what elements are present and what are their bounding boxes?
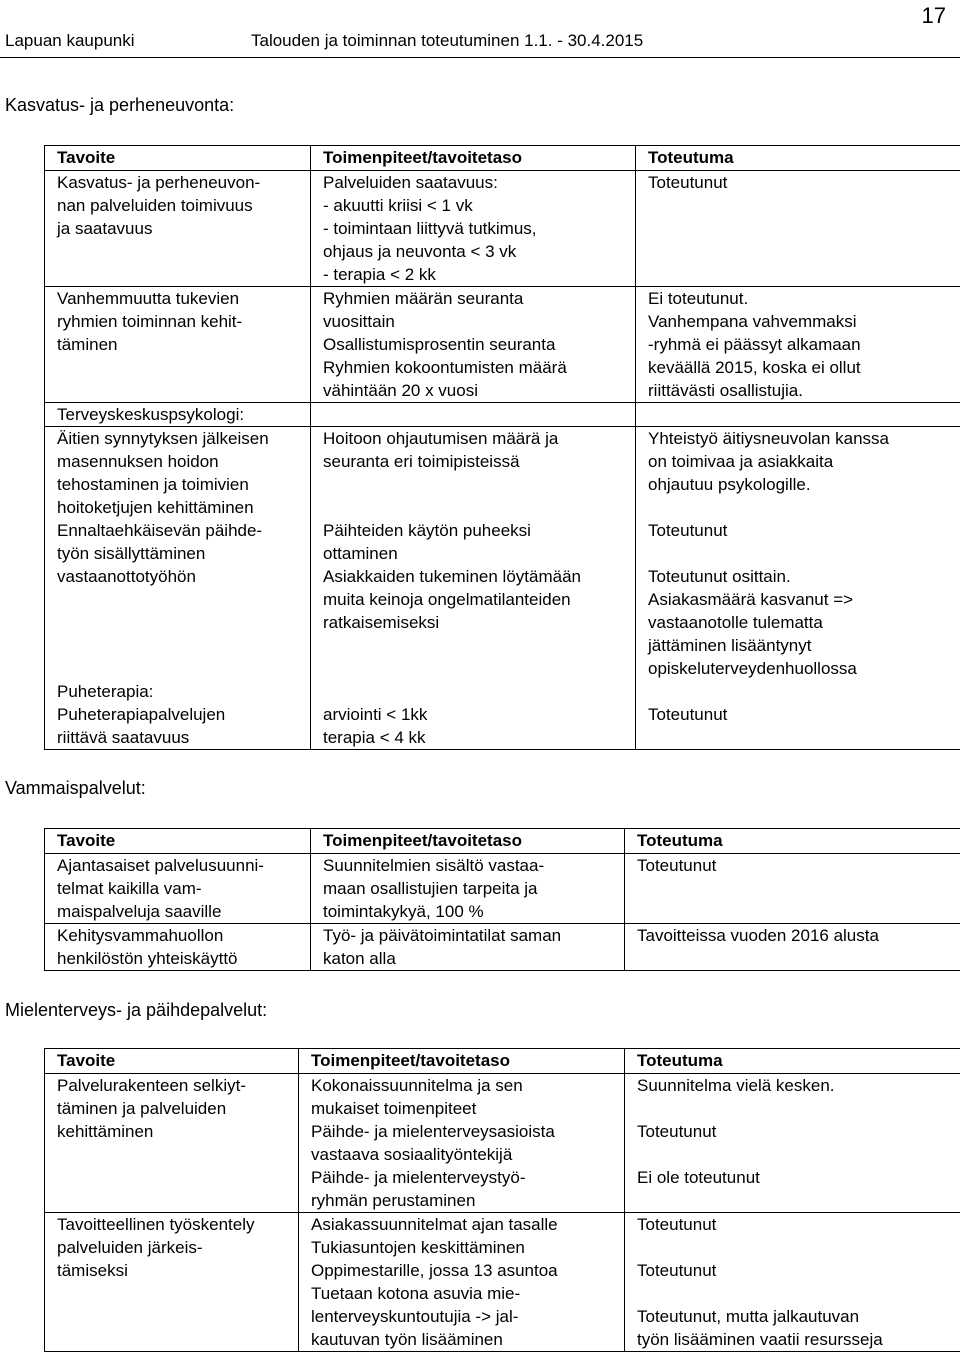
cell-line: Suunnitelma vielä kesken. bbox=[637, 1076, 835, 1095]
cell-toimenpiteet bbox=[311, 171, 636, 287]
cell-line: työn lisääminen vaatii resursseja bbox=[637, 1330, 883, 1349]
cell-tavoite bbox=[45, 287, 311, 403]
cell-line: Toteutunut bbox=[637, 1215, 717, 1234]
cell-line: Päihde- ja mielenterveysasioista bbox=[311, 1122, 555, 1141]
cell-line: lenterveyskuntoutujia -> jal- bbox=[311, 1307, 519, 1326]
header-report-title: Talouden ja toiminnan toteutuminen 1.1. - 30.4.2015 bbox=[251, 31, 644, 50]
blank-line bbox=[323, 657, 631, 680]
blank-line bbox=[57, 588, 306, 611]
column-header-tavoite: Tavoite bbox=[45, 1049, 299, 1074]
header-rule bbox=[0, 57, 960, 58]
cell-line: vähintään 20 x vuosi bbox=[323, 381, 478, 400]
cell-line: vastaanottotyöhön bbox=[57, 567, 196, 586]
cell-line: hoitoketjujen kehittäminen bbox=[57, 498, 254, 517]
cell-line: mukaiset toimenpiteet bbox=[311, 1099, 477, 1118]
cell-line: Hoitoon ohjautumisen määrä ja bbox=[323, 429, 559, 448]
cell-line: Päihde- ja mielenterveystyö- bbox=[311, 1168, 526, 1187]
cell-line: - terapia < 2 kk bbox=[323, 265, 436, 284]
cell-line: Puheterapiapalvelujen bbox=[57, 705, 226, 724]
cell-line: arviointi < 1kk bbox=[323, 705, 428, 724]
cell-toimenpiteet bbox=[311, 403, 636, 427]
cell-line: ryhmän perustaminen bbox=[311, 1191, 476, 1210]
cell-line: Ryhmien kokoontumisten määrä bbox=[323, 358, 567, 377]
table-row bbox=[45, 854, 960, 924]
cell-line: riittävästi osallistujia. bbox=[648, 381, 803, 400]
blank-line bbox=[648, 542, 960, 565]
blank-line bbox=[323, 473, 631, 496]
cell-line: Kehitysvammahuollon bbox=[57, 926, 224, 945]
cell-line: ja saatavuus bbox=[57, 219, 153, 238]
cell-line: jättäminen lisääntynyt bbox=[648, 636, 812, 655]
cell-line: Tavoitteissa vuoden 2016 alusta bbox=[637, 926, 879, 945]
cell-line: Ennaltaehkäisevän päihde- bbox=[57, 521, 263, 540]
section-title: Mielenterveys- ja päihdepalvelut: bbox=[5, 1000, 268, 1020]
cell-toteutuma bbox=[625, 854, 960, 924]
cell-toimenpiteet bbox=[311, 854, 625, 924]
cell-line: Ryhmien määrän seuranta bbox=[323, 289, 524, 308]
cell-toimenpiteet bbox=[311, 924, 625, 971]
table-header-row bbox=[45, 829, 960, 854]
cell-line: Kasvatus- ja perheneuvon- bbox=[57, 173, 261, 192]
column-header-toimenpiteet: Toimenpiteet/tavoitetaso bbox=[311, 146, 636, 171]
blank-line bbox=[323, 680, 631, 703]
cell-tavoite bbox=[45, 403, 311, 427]
cell-line: Toteutunut, mutta jalkautuvan bbox=[637, 1307, 860, 1326]
cell-line: Tavoitteellinen työskentely bbox=[57, 1215, 255, 1234]
blank-line bbox=[57, 634, 306, 657]
cell-line: Toteutunut osittain. bbox=[648, 567, 791, 586]
cell-line: täminen ja palveluiden bbox=[57, 1099, 227, 1118]
cell-line: Ajantasaiset palvelusuunni- bbox=[57, 856, 264, 875]
cell-line: Vanhempana vahvemmaksi bbox=[648, 312, 857, 331]
cell-line: Työ- ja päivätoimintatilat saman bbox=[323, 926, 562, 945]
blank-line bbox=[637, 1143, 960, 1166]
cell-line: toimintakykyä, 100 % bbox=[323, 902, 484, 921]
cell-line: ratkaisemiseksi bbox=[323, 613, 440, 632]
cell-tavoite bbox=[45, 171, 311, 287]
cell-line: vastaava sosiaalityöntekijä bbox=[311, 1145, 513, 1164]
cell-line: Äitien synnytyksen jälkeisen bbox=[57, 429, 269, 448]
cell-line: Tukiasuntojen keskittäminen bbox=[311, 1238, 525, 1257]
cell-toteutuma bbox=[636, 171, 960, 287]
cell-toteutuma bbox=[636, 427, 960, 750]
header-organization: Lapuan kaupunki bbox=[5, 31, 135, 50]
cell-line: Palveluiden saatavuus: bbox=[323, 173, 498, 192]
section-table bbox=[44, 828, 960, 971]
cell-line: nan palveluiden toimivuus bbox=[57, 196, 253, 215]
cell-line: maispalveluja saaville bbox=[57, 902, 222, 921]
cell-line: henkilöstön yhteiskäyttö bbox=[57, 949, 238, 968]
table-row bbox=[45, 171, 960, 287]
cell-line: Toteutunut bbox=[637, 1261, 717, 1280]
cell-line: Toteutunut bbox=[648, 705, 728, 724]
cell-line: kehittäminen bbox=[57, 1122, 154, 1141]
blank-line bbox=[637, 1282, 960, 1305]
cell-line: masennuksen hoidon bbox=[57, 452, 219, 471]
cell-line: ryhmien toiminnan kehit- bbox=[57, 312, 243, 331]
cell-tavoite bbox=[45, 1074, 299, 1213]
column-header-toimenpiteet: Toimenpiteet/tavoitetaso bbox=[311, 829, 625, 854]
cell-line: opiskeluterveydenhuollossa bbox=[648, 659, 857, 678]
column-header-toteutuma: Toteutuma bbox=[625, 1049, 960, 1074]
cell-line: Oppimestarille, jossa 13 asuntoa bbox=[311, 1261, 558, 1280]
cell-toteutuma bbox=[625, 1213, 960, 1352]
cell-line: telmat kaikilla vam- bbox=[57, 879, 202, 898]
table-row bbox=[45, 427, 960, 750]
cell-line: Suunnitelmien sisältö vastaa- bbox=[323, 856, 545, 875]
column-header-tavoite: Tavoite bbox=[45, 146, 311, 171]
cell-line: on toimivaa ja asiakkaita bbox=[648, 452, 834, 471]
blank-line bbox=[637, 1189, 960, 1212]
cell-line: Toteutunut bbox=[648, 173, 728, 192]
cell-tavoite bbox=[45, 924, 311, 971]
blank-line bbox=[648, 496, 960, 519]
cell-line: - akuutti kriisi < 1 vk bbox=[323, 196, 473, 215]
cell-line: riittävä saatavuus bbox=[57, 728, 190, 747]
cell-toteutuma bbox=[636, 403, 960, 427]
cell-toimenpiteet bbox=[311, 287, 636, 403]
blank-line bbox=[57, 611, 306, 634]
cell-line: Osallistumisprosentin seuranta bbox=[323, 335, 556, 354]
cell-line: Puheterapia: bbox=[57, 682, 154, 701]
cell-line: Palvelurakenteen selkiyt- bbox=[57, 1076, 246, 1095]
column-header-toimenpiteet: Toimenpiteet/tavoitetaso bbox=[299, 1049, 625, 1074]
cell-line: Ei toteutunut. bbox=[648, 289, 749, 308]
cell-line: Asiakkaiden tukeminen löytämään bbox=[323, 567, 581, 586]
cell-line: palveluiden järkeis- bbox=[57, 1238, 203, 1257]
cell-line: täminen bbox=[57, 335, 118, 354]
cell-line: Tuetaan kotona asuvia mie- bbox=[311, 1284, 521, 1303]
cell-toteutuma bbox=[636, 287, 960, 403]
cell-line: tämiseksi bbox=[57, 1261, 128, 1280]
blank-line bbox=[637, 1097, 960, 1120]
table-header-row bbox=[45, 1049, 960, 1074]
cell-line: Vanhemmuutta tukevien bbox=[57, 289, 240, 308]
section-title: Vammaispalvelut: bbox=[5, 778, 146, 798]
page-number: 17 bbox=[921, 3, 946, 28]
cell-line: työn sisällyttäminen bbox=[57, 544, 206, 563]
table-row bbox=[45, 1074, 960, 1213]
blank-line bbox=[323, 634, 631, 657]
cell-tavoite bbox=[45, 854, 311, 924]
cell-line: Ei ole toteutunut bbox=[637, 1168, 760, 1187]
cell-toimenpiteet bbox=[311, 427, 636, 750]
cell-line: Toteutunut bbox=[637, 1122, 717, 1141]
cell-line: Asiakasmäärä kasvanut => bbox=[648, 590, 854, 609]
cell-line: Toteutunut bbox=[637, 856, 717, 875]
cell-line: ohjautuu psykologille. bbox=[648, 475, 811, 494]
cell-line: keväällä 2015, koska ei ollut bbox=[648, 358, 861, 377]
table-row bbox=[45, 403, 960, 427]
cell-line: Toteutunut bbox=[648, 521, 728, 540]
cell-line: maan osallistujien tarpeita ja bbox=[323, 879, 538, 898]
section-title: Kasvatus- ja perheneuvonta: bbox=[5, 95, 235, 115]
blank-line bbox=[648, 680, 960, 703]
column-header-tavoite: Tavoite bbox=[45, 829, 311, 854]
cell-toteutuma bbox=[625, 924, 960, 971]
blank-line bbox=[57, 657, 306, 680]
table-header-row bbox=[45, 146, 960, 171]
cell-line: Asiakassuunnitelmat ajan tasalle bbox=[311, 1215, 558, 1234]
cell-line: tehostaminen ja toimivien bbox=[57, 475, 249, 494]
cell-line: ohjaus ja neuvonta < 3 vk bbox=[323, 242, 517, 261]
cell-line: - toimintaan liittyvä tutkimus, bbox=[323, 219, 537, 238]
cell-line: vastaanotolle tulematta bbox=[648, 613, 823, 632]
cell-line: vuosittain bbox=[323, 312, 395, 331]
table-row bbox=[45, 924, 960, 971]
blank-line bbox=[323, 496, 631, 519]
cell-line: katon alla bbox=[323, 949, 396, 968]
cell-line: ottaminen bbox=[323, 544, 398, 563]
cell-toimenpiteet bbox=[299, 1074, 625, 1213]
cell-line: terapia < 4 kk bbox=[323, 728, 426, 747]
table-row bbox=[45, 1213, 960, 1352]
column-header-toteutuma: Toteutuma bbox=[636, 146, 960, 171]
blank-line bbox=[637, 1236, 960, 1259]
column-header-toteutuma: Toteutuma bbox=[625, 829, 960, 854]
section-table bbox=[44, 1048, 960, 1352]
cell-line: muita keinoja ongelmatilanteiden bbox=[323, 590, 571, 609]
cell-toimenpiteet bbox=[299, 1213, 625, 1352]
section-table bbox=[44, 145, 960, 750]
cell-line: Päihteiden käytön puheeksi bbox=[323, 521, 531, 540]
cell-tavoite bbox=[45, 427, 311, 750]
cell-toteutuma bbox=[625, 1074, 960, 1213]
cell-line: seuranta eri toimipisteissä bbox=[323, 452, 520, 471]
cell-line: -ryhmä ei päässyt alkamaan bbox=[648, 335, 861, 354]
cell-line: kautuvan työn lisääminen bbox=[311, 1330, 503, 1349]
table-row bbox=[45, 287, 960, 403]
cell-tavoite bbox=[45, 1213, 299, 1352]
cell-line: Yhteistyö äitiysneuvolan kanssa bbox=[648, 429, 889, 448]
cell-line: Kokonaissuunnitelma ja sen bbox=[311, 1076, 523, 1095]
cell-line: Terveyskeskuspsykologi: bbox=[57, 405, 245, 424]
blank-line bbox=[648, 726, 960, 749]
